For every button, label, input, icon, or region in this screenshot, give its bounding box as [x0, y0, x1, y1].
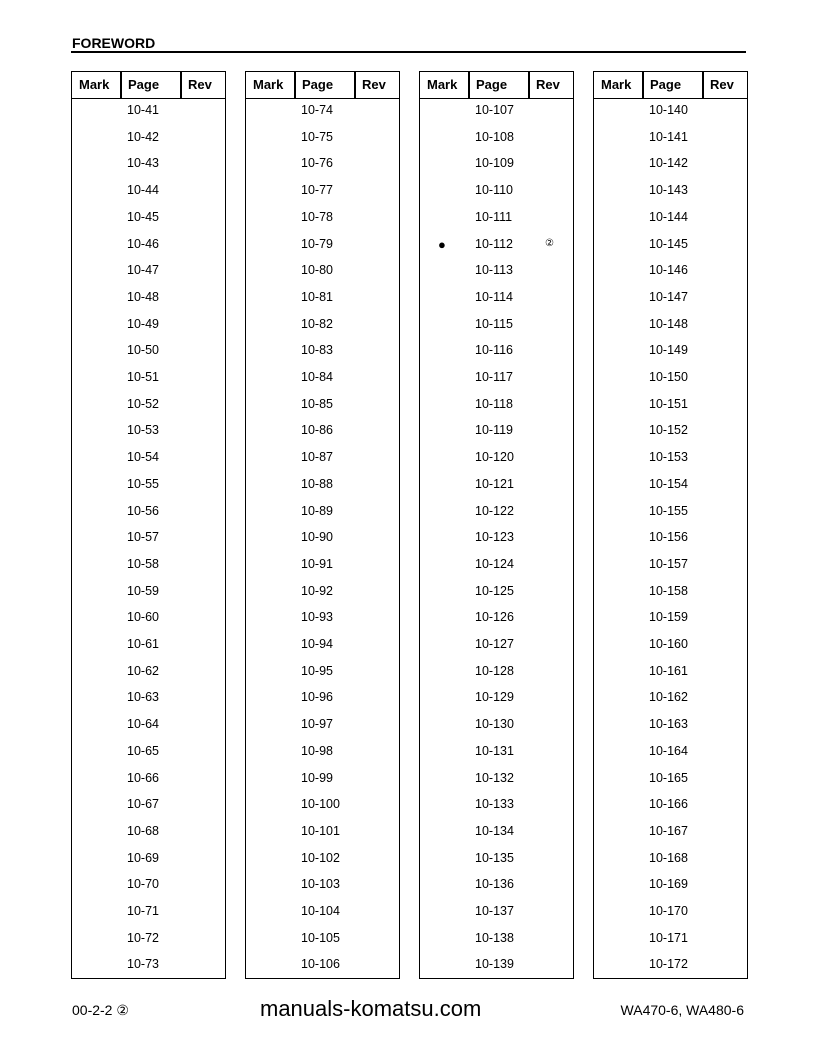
- table-row: [420, 156, 573, 176]
- page-list-table: [245, 71, 400, 979]
- page-cell: 10-146: [649, 263, 688, 278]
- page-cell: 10-45: [127, 209, 159, 224]
- page-cell: 10-82: [301, 316, 333, 331]
- page-cell: 10-91: [301, 556, 333, 571]
- header-page: Page: [128, 77, 160, 92]
- header-rev: Rev: [188, 77, 212, 92]
- table-row: [420, 717, 573, 737]
- table-row: [72, 130, 225, 150]
- table-row: [594, 877, 747, 897]
- page-cell: 10-56: [127, 503, 159, 518]
- table-row: [246, 343, 399, 363]
- page-cell: 10-124: [475, 556, 514, 571]
- page-cell: 10-96: [301, 690, 333, 705]
- page-cell: 10-60: [127, 610, 159, 625]
- page-cell: 10-73: [127, 957, 159, 972]
- page-cell: 10-170: [649, 904, 688, 918]
- table-row: [72, 210, 225, 230]
- table-row: [420, 797, 573, 817]
- page-cell: 10-90: [301, 530, 333, 545]
- page-cell: 10-136: [475, 877, 514, 892]
- divider: [468, 72, 470, 98]
- rev-cell: ②: [545, 237, 554, 249]
- table-row: [420, 824, 573, 844]
- table-row: [246, 183, 399, 203]
- page-cell: 10-77: [301, 183, 333, 198]
- page-list-table: [71, 71, 226, 979]
- table-row: [420, 103, 573, 123]
- table-row: [594, 904, 747, 924]
- table-row: [420, 477, 573, 497]
- page-cell: 10-129: [475, 690, 514, 705]
- page-cell: 10-123: [475, 530, 514, 545]
- page-cell: 10-103: [301, 877, 340, 892]
- table-row: [246, 637, 399, 657]
- table-row: [420, 744, 573, 764]
- header-mark: Mark: [601, 77, 632, 92]
- table-row: [420, 957, 573, 977]
- table-row: [246, 877, 399, 897]
- page-cell: 10-160: [649, 637, 688, 651]
- table-row: [246, 744, 399, 764]
- table-row: [420, 397, 573, 417]
- table-row: [72, 904, 225, 924]
- page-cell: 10-100: [301, 797, 340, 812]
- table-row: [72, 610, 225, 630]
- header-page: Page: [650, 77, 682, 92]
- revision-mark: ●: [438, 236, 446, 252]
- table-row: [246, 290, 399, 310]
- table-row: [594, 690, 747, 710]
- table-row: [594, 557, 747, 577]
- table-row: [594, 183, 747, 203]
- page-cell: 10-143: [649, 183, 688, 198]
- table-row: [594, 610, 747, 630]
- table-row: [420, 370, 573, 390]
- table-row: [246, 317, 399, 337]
- table-header: [246, 72, 399, 99]
- page-cell: 10-76: [301, 156, 333, 171]
- table-row: [594, 637, 747, 657]
- table-row: [72, 797, 225, 817]
- table-row: [594, 504, 747, 524]
- page-cell: 10-168: [649, 850, 688, 865]
- page-cell: 10-99: [301, 770, 333, 785]
- page-cell: 10-57: [127, 530, 159, 545]
- page-cell: 10-102: [301, 850, 340, 865]
- page-cell: 10-144: [649, 209, 688, 224]
- footer-model: WA470-6, WA480-6: [620, 1002, 744, 1018]
- page-cell: 10-53: [127, 423, 159, 438]
- table-row: [72, 824, 225, 844]
- page-cell: 10-42: [127, 129, 159, 144]
- table-row: [72, 423, 225, 443]
- table-row: [72, 263, 225, 283]
- table-row: [594, 530, 747, 550]
- header-mark: Mark: [79, 77, 110, 92]
- page-cell: 10-122: [475, 503, 514, 518]
- table-row: [246, 397, 399, 417]
- page-cell: 10-111: [475, 209, 513, 224]
- table-row: [246, 957, 399, 977]
- page-cell: 10-161: [649, 663, 688, 678]
- page-cell: 10-106: [301, 957, 340, 972]
- table-row: [72, 450, 225, 470]
- page-cell: 10-80: [301, 263, 333, 278]
- table-row: [420, 183, 573, 203]
- page-cell: 10-149: [649, 343, 688, 358]
- table-row: [594, 744, 747, 764]
- header-mark: Mark: [427, 77, 458, 92]
- page-cell: 10-117: [475, 370, 513, 384]
- page-cell: 10-166: [649, 797, 688, 812]
- divider: [294, 72, 296, 98]
- table-row: [72, 771, 225, 791]
- page-cell: 10-46: [127, 236, 159, 251]
- table-row: [72, 290, 225, 310]
- table-row: [594, 317, 747, 337]
- footer-page-number: 00-2-2 ②: [72, 1002, 129, 1018]
- table-row: [72, 530, 225, 550]
- table-row: [246, 717, 399, 737]
- page-cell: 10-164: [649, 743, 688, 758]
- table-row: [72, 664, 225, 684]
- table-row: [594, 290, 747, 310]
- table-row: [246, 931, 399, 951]
- page-cell: 10-62: [127, 663, 159, 678]
- page-cell: 10-79: [301, 236, 333, 251]
- table-row: [420, 851, 573, 871]
- table-row: [420, 530, 573, 550]
- watermark: manuals-komatsu.com: [260, 996, 482, 1021]
- page-cell: 10-95: [301, 663, 333, 678]
- table-row: [420, 931, 573, 951]
- page-cell: 10-93: [301, 610, 333, 625]
- page-cell: 10-65: [127, 743, 159, 758]
- page-cell: 10-167: [649, 823, 688, 838]
- page-cell: 10-97: [301, 717, 333, 732]
- page-cell: 10-137: [475, 904, 514, 918]
- page-cell: 10-75: [301, 129, 333, 144]
- table-row: [72, 690, 225, 710]
- page-cell: 10-115: [475, 316, 513, 331]
- page-cell: 10-125: [475, 583, 514, 598]
- page-cell: 10-48: [127, 289, 159, 304]
- table-row: [72, 504, 225, 524]
- page-cell: 10-114: [475, 289, 513, 304]
- table-row: [420, 317, 573, 337]
- page-cell: 10-172: [649, 957, 688, 972]
- table-row: [72, 343, 225, 363]
- table-row: [594, 771, 747, 791]
- page-cell: 10-68: [127, 823, 159, 838]
- page-cell: 10-51: [127, 370, 159, 384]
- table-row: [246, 237, 399, 257]
- table-row: [72, 931, 225, 951]
- table-row: [246, 103, 399, 123]
- header-rule: [71, 51, 746, 53]
- table-row: [246, 477, 399, 497]
- page-cell: 10-127: [475, 637, 514, 651]
- page-cell: 10-54: [127, 450, 159, 465]
- page-cell: 10-156: [649, 530, 688, 545]
- header-page: Page: [476, 77, 508, 92]
- table-row: [420, 504, 573, 524]
- section-title: FOREWORD: [72, 35, 156, 51]
- table-row: [420, 557, 573, 577]
- table-row: [72, 103, 225, 123]
- table-row: [594, 584, 747, 604]
- page-cell: 10-113: [475, 263, 513, 278]
- page-cell: 10-61: [127, 637, 159, 651]
- table-row: [246, 504, 399, 524]
- table-row: [246, 557, 399, 577]
- table-row: [246, 530, 399, 550]
- table-row: [246, 797, 399, 817]
- table-row: [72, 744, 225, 764]
- table-row: [246, 156, 399, 176]
- header-rev: Rev: [362, 77, 386, 92]
- page-cell: 10-139: [475, 957, 514, 972]
- table-row: [246, 263, 399, 283]
- table-row: [246, 771, 399, 791]
- page-cell: 10-153: [649, 450, 688, 465]
- table-row: [594, 717, 747, 737]
- table-row: [72, 370, 225, 390]
- table-row: [246, 584, 399, 604]
- page-cell: 10-148: [649, 316, 688, 331]
- table-row: [594, 103, 747, 123]
- header-rev: Rev: [710, 77, 734, 92]
- table-row: [594, 237, 747, 257]
- page-cell: 10-87: [301, 450, 333, 465]
- table-row: [420, 343, 573, 363]
- table-row: [594, 423, 747, 443]
- page-cell: 10-78: [301, 209, 333, 224]
- page-cell: 10-44: [127, 183, 159, 198]
- page-cell: 10-116: [475, 343, 513, 358]
- table-row: [594, 477, 747, 497]
- table-row: [72, 237, 225, 257]
- page-cell: 10-63: [127, 690, 159, 705]
- table-row: [594, 851, 747, 871]
- table-row: [420, 771, 573, 791]
- page-cell: 10-131: [475, 743, 514, 758]
- table-row: [420, 130, 573, 150]
- page-cell: 10-152: [649, 423, 688, 438]
- table-row: [246, 370, 399, 390]
- table-row: [246, 851, 399, 871]
- page-list-table: [419, 71, 574, 979]
- page-cell: 10-81: [301, 289, 333, 304]
- divider: [642, 72, 644, 98]
- page-list-table: [593, 71, 748, 979]
- page-cell: 10-94: [301, 637, 333, 651]
- table-row: [420, 904, 573, 924]
- page-cell: 10-162: [649, 690, 688, 705]
- table-row: [72, 557, 225, 577]
- table-row: [246, 423, 399, 443]
- page-cell: 10-59: [127, 583, 159, 598]
- page-cell: 10-109: [475, 156, 514, 171]
- page-cell: 10-163: [649, 717, 688, 732]
- table-row: [420, 210, 573, 230]
- table-row: [594, 263, 747, 283]
- page-cell: 10-83: [301, 343, 333, 358]
- table-row: [246, 610, 399, 630]
- page-cell: 10-147: [649, 289, 688, 304]
- page-cell: 10-101: [301, 823, 340, 838]
- table-row: [420, 637, 573, 657]
- divider: [354, 72, 356, 98]
- header-rev: Rev: [536, 77, 560, 92]
- header-page: Page: [302, 77, 334, 92]
- table-row: [420, 664, 573, 684]
- table-row: [246, 904, 399, 924]
- divider: [528, 72, 530, 98]
- table-row: [594, 210, 747, 230]
- table-row: [246, 664, 399, 684]
- header-mark: Mark: [253, 77, 284, 92]
- table-row: [594, 824, 747, 844]
- table-row: [246, 450, 399, 470]
- page-cell: 10-50: [127, 343, 159, 358]
- page-cell: 10-43: [127, 156, 159, 171]
- table-row: [72, 877, 225, 897]
- table-row: [72, 637, 225, 657]
- page-cell: 10-121: [475, 476, 514, 491]
- table-row: [594, 343, 747, 363]
- page-cell: 10-52: [127, 396, 159, 411]
- page-cell: 10-132: [475, 770, 514, 785]
- divider: [702, 72, 704, 98]
- table-row: [594, 957, 747, 977]
- page-cell: 10-126: [475, 610, 514, 625]
- page-cell: 10-64: [127, 717, 159, 732]
- page-cell: 10-140: [649, 103, 688, 117]
- table-row: [594, 370, 747, 390]
- page-cell: 10-119: [475, 423, 513, 438]
- page-cell: 10-104: [301, 904, 340, 918]
- table-row: [420, 610, 573, 630]
- divider: [120, 72, 122, 98]
- table-row: [420, 690, 573, 710]
- table-row: [594, 664, 747, 684]
- page-cell: 10-151: [649, 396, 688, 411]
- table-row: [594, 156, 747, 176]
- table-row: [72, 397, 225, 417]
- page-cell: 10-128: [475, 663, 514, 678]
- page-cell: 10-154: [649, 476, 688, 491]
- table-row: [594, 797, 747, 817]
- table-row: [72, 317, 225, 337]
- page-cell: 10-130: [475, 717, 514, 732]
- page-cell: 10-88: [301, 476, 333, 491]
- page-cell: 10-159: [649, 610, 688, 625]
- page-cell: 10-69: [127, 850, 159, 865]
- table-row: [72, 183, 225, 203]
- page-cell: 10-157: [649, 556, 688, 571]
- table-row: [72, 156, 225, 176]
- page-cell: 10-134: [475, 823, 514, 838]
- table-row: [72, 584, 225, 604]
- page-cell: 10-47: [127, 263, 159, 278]
- table-row: [72, 717, 225, 737]
- page-cell: 10-141: [649, 129, 688, 144]
- table-row: [420, 263, 573, 283]
- table-row: [246, 130, 399, 150]
- table-header: [594, 72, 747, 99]
- page-cell: 10-118: [475, 396, 513, 411]
- page-cell: 10-108: [475, 129, 514, 144]
- table-row: [246, 690, 399, 710]
- page-cell: 10-165: [649, 770, 688, 785]
- page-cell: 10-112: [475, 236, 513, 251]
- page-cell: 10-105: [301, 930, 340, 945]
- table-row: [594, 450, 747, 470]
- page-cell: 10-133: [475, 797, 514, 812]
- table-row: [246, 210, 399, 230]
- page-cell: 10-98: [301, 743, 333, 758]
- page-cell: 10-55: [127, 476, 159, 491]
- page-cell: 10-67: [127, 797, 159, 812]
- table-row: [420, 237, 573, 257]
- page-cell: 10-71: [127, 904, 159, 918]
- page-cell: 10-120: [475, 450, 514, 465]
- table-row: [420, 290, 573, 310]
- table-header: [72, 72, 225, 99]
- page-cell: 10-89: [301, 503, 333, 518]
- table-row: [72, 477, 225, 497]
- page-cell: 10-110: [475, 183, 513, 198]
- table-row: [594, 397, 747, 417]
- page-cell: 10-58: [127, 556, 159, 571]
- table-row: [594, 931, 747, 951]
- table-row: [594, 130, 747, 150]
- page-cell: 10-142: [649, 156, 688, 171]
- page-cell: 10-135: [475, 850, 514, 865]
- table-row: [420, 450, 573, 470]
- page-cell: 10-169: [649, 877, 688, 892]
- table-row: [246, 824, 399, 844]
- table-row: [420, 877, 573, 897]
- table-row: [420, 423, 573, 443]
- page-cell: 10-145: [649, 236, 688, 251]
- page-cell: 10-92: [301, 583, 333, 598]
- page-cell: 10-158: [649, 583, 688, 598]
- table-header: [420, 72, 573, 99]
- page-cell: 10-49: [127, 316, 159, 331]
- page-cell: 10-74: [301, 103, 333, 117]
- page-cell: 10-171: [649, 930, 688, 945]
- page-cell: 10-138: [475, 930, 514, 945]
- table-row: [72, 851, 225, 871]
- page-cell: 10-84: [301, 370, 333, 384]
- page-cell: 10-41: [127, 103, 159, 117]
- page-cell: 10-85: [301, 396, 333, 411]
- table-row: [72, 957, 225, 977]
- page-cell: 10-150: [649, 370, 688, 384]
- table-row: [420, 584, 573, 604]
- page-cell: 10-72: [127, 930, 159, 945]
- page-cell: 10-70: [127, 877, 159, 892]
- page-cell: 10-107: [475, 103, 514, 117]
- page-cell: 10-66: [127, 770, 159, 785]
- divider: [180, 72, 182, 98]
- page-cell: 10-86: [301, 423, 333, 438]
- page-cell: 10-155: [649, 503, 688, 518]
